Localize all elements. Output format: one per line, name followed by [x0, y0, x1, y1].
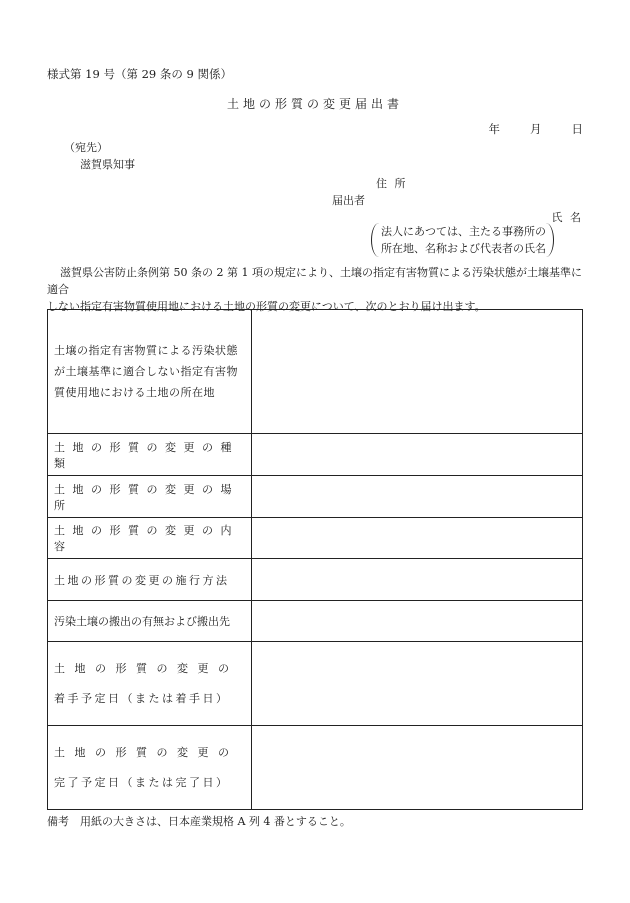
label-line: 着手予定日（または着手日） — [54, 691, 230, 705]
row-label-start-date — [48, 642, 252, 726]
form-number: 様式第 19 号（第 29 条の 9 関係） — [47, 67, 233, 81]
table-row — [48, 726, 583, 810]
table-row — [48, 601, 583, 642]
left-bracket — [371, 223, 380, 257]
remark-note: 備考 用紙の大きさは、日本産業規格 A 列 4 番とすること。 — [47, 815, 351, 828]
addressee-name: 滋賀県知事 — [80, 158, 135, 171]
label-line: 土地の形質の変更の — [54, 661, 239, 675]
name-label: 氏 名 — [551, 211, 583, 224]
value-cell-method[interactable] — [252, 559, 583, 601]
label-line: 土地の形質の変更の — [54, 745, 239, 759]
value-cell-place[interactable] — [252, 476, 583, 518]
intro-line-2: しない指定有害物質使用地における土地の形質の変更について、次のとおり届け出ます。 — [47, 300, 486, 313]
date-line — [489, 121, 584, 137]
value-cell-removal[interactable] — [252, 601, 583, 642]
row-label-method: 土地の形質の変更の施行方法 — [48, 559, 252, 601]
table-row — [48, 559, 583, 601]
intro-line-1: 滋賀県公害防止条例第 50 条の 2 第 1 項の規定により、土壌の指定有害物質による汚染状態が土壌基準に適合 — [47, 266, 582, 296]
intro-paragraph — [47, 264, 587, 315]
row-label-content: 土地の形質の変更の内容 — [48, 518, 252, 559]
notification-table — [47, 309, 583, 810]
value-cell-content[interactable] — [252, 518, 583, 559]
row-label-place: 土地の形質の変更の場所 — [48, 476, 252, 518]
table-row — [48, 476, 583, 518]
table-row — [48, 310, 583, 434]
notifier-label: 届出者 — [332, 194, 365, 207]
value-cell-start-date[interactable] — [252, 642, 583, 726]
label-line: 完了予定日（または完了日） — [54, 775, 230, 789]
value-cell-end-date[interactable] — [252, 726, 583, 810]
addressee-label: （宛先） — [64, 141, 108, 154]
corporate-note-line-1: 法人にあつては、主たる事務所の — [381, 225, 546, 238]
row-label-end-date — [48, 726, 252, 810]
row-label-removal: 汚染土壌の搬出の有無および搬出先 — [48, 601, 252, 642]
label-line: が土壌基準に適合しない指定有害物 — [54, 365, 238, 378]
date-year-label: 年 — [488, 122, 500, 136]
date-month-label: 月 — [530, 122, 542, 136]
table-row — [48, 642, 583, 726]
row-label-location — [48, 310, 252, 434]
label-line: 土壌の指定有害物質による汚染状態 — [54, 344, 238, 357]
label-line: 質使用地における土地の所在地 — [54, 386, 215, 399]
value-cell-location[interactable] — [252, 310, 583, 434]
row-label-type: 土地の形質の変更の種類 — [48, 434, 252, 476]
value-cell-type[interactable] — [252, 434, 583, 476]
address-label: 住 所 — [376, 177, 408, 190]
table-row — [48, 518, 583, 559]
document-title: 土地の形質の変更届出書 — [226, 97, 403, 111]
table-row — [48, 434, 583, 476]
corporate-note — [371, 223, 554, 257]
date-day-label: 日 — [571, 122, 583, 136]
corporate-note-line-2: 所在地、名称および代表者の氏名 — [381, 242, 546, 255]
